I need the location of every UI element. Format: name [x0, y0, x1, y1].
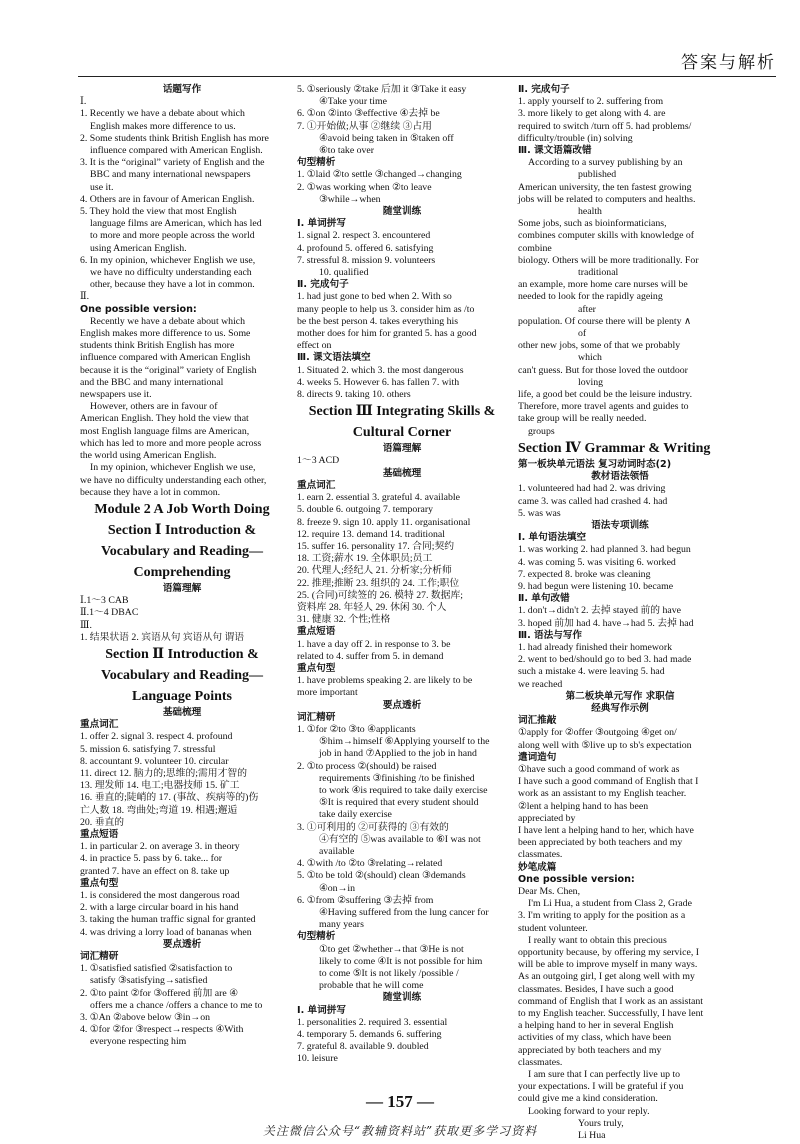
section-heading: Comprehending [133, 564, 231, 580]
text-line: 6. ①on ②into ③effective ④去掉 be [297, 108, 440, 120]
text-line: 1. offer 2. signal 3. respect 4. profound [80, 731, 233, 743]
text-line: we have no difficulty understanding each other, [80, 474, 267, 486]
text-line: Ⅲ. [80, 619, 92, 631]
text-line: 1. is considered the most dangerous road [80, 889, 240, 901]
item-label: Ⅰ. 单句语法填空 [518, 532, 587, 544]
text-line: 1. had just gone to bed when 2. With so [297, 291, 452, 303]
subsection-heading: 要点透析 [162, 938, 202, 950]
text-line: 5. double 6. outgoing 7. temporary [297, 504, 434, 516]
text-line: language films are American, which has led [90, 218, 262, 230]
correction-line: published [578, 169, 617, 181]
text-line: 1. have a day off 2. in response to 3. be [297, 638, 451, 650]
text-line: using American English. [90, 242, 187, 254]
text-line: I have lent a helping hand to her, which have [518, 824, 694, 836]
text-line: 4. temporary 5. demands 6. suffering [297, 1029, 442, 1041]
item-label: Ⅲ. 课文语篇改错 [518, 145, 592, 157]
page-header [0, 0, 800, 82]
text-line: 1. ①satisfied satisfied ②satisfaction to [80, 963, 233, 975]
text-line: related to 4. suffer from 5. in demand [297, 650, 444, 662]
subsection-heading: 随堂训练 [382, 992, 422, 1004]
text-line: 2. ①was working when ②to leave [297, 181, 432, 193]
text-line: newspapers use it. [80, 389, 152, 401]
item-label: 重点短语 [297, 626, 336, 638]
text-line: 3. I'm writing to apply for the position as a [518, 910, 686, 922]
text-line: take daily exercise [319, 809, 392, 821]
footer-note: 关注微信公众号“教辅资料站”获取更多学习资料 [262, 1124, 538, 1138]
section-heading: Section Ⅳ Grammar & Writing [518, 440, 711, 456]
text-line: combines computer skills with knowledge of [518, 230, 695, 242]
correction-line: which [578, 352, 602, 364]
item-label: Ⅲ. 课文语法填空 [297, 352, 371, 364]
text-line: available [319, 845, 355, 857]
section-heading: Module 2 A Job Worth Doing [94, 501, 270, 517]
item-label: Ⅰ. 单词拼写 [297, 1004, 346, 1016]
item-label: 第一板块单元语法 复习动词时态(2) [518, 458, 672, 470]
text-line: Ⅰ. [80, 96, 87, 108]
text-line: I have such a good command of English that I [518, 776, 699, 788]
text-line: 1. ①laid ②to settle ③changed→changing [297, 169, 462, 181]
text-line: 10. qualified [319, 267, 369, 279]
subsection-heading: 基础梳理 [382, 467, 422, 479]
text-line: 5. mission 6. satisfying 7. stressful [80, 743, 216, 755]
item-label: One possible version: [80, 303, 197, 315]
text-line: 1. Recently we have a debate about which [80, 108, 245, 120]
section-heading: Language Points [132, 688, 232, 704]
text-line: 20. 代理人;经纪人 21. 分析家;分析师 [297, 565, 452, 577]
text-line: 25. (合同)可续签的 26. 模特 27. 数据库; [297, 589, 463, 601]
text-line: many people to help us 3. consider him as /to [297, 303, 475, 315]
text-line: Looking forward to your reply. [528, 1105, 650, 1117]
text-line: jobs will be related to computers and healths. [518, 193, 696, 205]
text-line: an example, more home care nurses will be [518, 279, 688, 291]
text-line: ①to get ②whether→that ③He is not [319, 943, 464, 955]
text-line: 6. In my opinion, whichever English we use, [80, 254, 256, 266]
correction-line: Li Hua [578, 1130, 606, 1142]
text-line: everyone respecting him [90, 1036, 187, 1048]
subsection-heading: 教材语法领悟 [591, 471, 649, 483]
item-label: 遣词造句 [518, 751, 557, 763]
subsection-heading: 语法专项训练 [591, 519, 649, 531]
text-line: 8. freeze 9. sign 10. apply 11. organisational [297, 516, 471, 528]
text-line: difficulty/trouble (in) solving [518, 132, 633, 144]
text-line: 1. volunteered had had 2. was driving [518, 483, 666, 495]
text-line: 7. expected 8. broke was cleaning [518, 568, 651, 580]
item-label: Ⅱ. 完成句子 [518, 84, 570, 95]
subsection-heading: 语篇理解 [162, 582, 202, 594]
text-line: American English. They hold the view that [80, 413, 249, 425]
correction-line: Yours truly, [578, 1117, 624, 1129]
text-line: 4. weeks 5. However 6. has fallen 7. with [297, 376, 460, 388]
text-line: 8. accountant 9. volunteer 10. circular [80, 755, 229, 767]
text-line: 1. don't→didn't 2. 去掉 stayed 前的 have [518, 605, 681, 617]
text-line: 1. ①for ②to ③to ④applicants [297, 723, 416, 735]
correction-line: loving [578, 376, 604, 388]
item-label: 词汇精研 [80, 950, 119, 962]
text-line: ④Having suffered from the lung cancer for [319, 907, 489, 918]
item-label: 重点短语 [80, 828, 119, 840]
text-line: more important [297, 687, 358, 699]
text-line: 资料库 28. 年轻人 29. 休闲 30. 个人 [297, 601, 447, 613]
item-label: Ⅱ. 完成句子 [297, 279, 349, 291]
text-line: we have no difficulty understanding each [90, 267, 252, 279]
text-line: 31. 健康 32. 个性;性格 [297, 614, 391, 626]
text-line: 5. They hold the view that most English [80, 206, 237, 218]
text-line: came 3. was called had crashed 4. had [518, 495, 668, 507]
text-line: In my opinion, whichever English we use, [90, 462, 256, 474]
text-line: 3. more likely to get along with 4. are [518, 108, 666, 120]
text-line: appreciated by both teachers and my [518, 1044, 662, 1056]
item-label: 词汇推敲 [518, 715, 557, 727]
subsection-heading: 话题写作 [162, 84, 202, 95]
header-title: 答案与解析 [681, 53, 776, 73]
text-line: along well with ⑤live up to sb's expectation [518, 739, 692, 751]
text-line: other new jobs, some of that we probably [518, 340, 681, 352]
text-line: American university, the ten fastest growing [518, 181, 692, 193]
text-line: English makes more difference to us. Some [80, 328, 251, 340]
text-line: required to switch /turn off 5. had problems/ [518, 120, 692, 132]
text-line: and the BBC and many international [80, 376, 224, 388]
text-line: classmates. [518, 1056, 563, 1068]
text-line: your expectations. I will be grateful if you [518, 1081, 684, 1093]
text-line: ④有空的 ⑤was available to ⑥I was not [319, 833, 481, 845]
text-line: Recently we have a debate about which [90, 315, 246, 327]
text-line: influence compared with American English [80, 352, 251, 364]
text-line: a helping hand to her in several English [518, 1020, 674, 1032]
header-rule [78, 76, 776, 77]
text-line: 9. had begun were listening 10. became [518, 580, 674, 592]
subsection-heading: 经典写作示例 [591, 702, 649, 714]
text-line: Dear Ms. Chen, [518, 886, 581, 897]
text-line: Some jobs, such as bioinformaticians, [518, 218, 667, 230]
text-line: 3. ①可利用的 ②可获得的 ③有效的 [297, 821, 449, 833]
text-line: to more and more people across the world [90, 230, 255, 242]
text-line: Ⅱ. [80, 291, 90, 303]
text-line: we reached [518, 678, 563, 690]
text-line: 2. ①to paint ②for ③offered 前加 are ④ [80, 987, 238, 999]
text-line: 15. suffer 16. personality 17. 合同;契约 [297, 540, 455, 552]
text-line: I'm Li Hua, a student from Class 2, Grade [528, 898, 692, 910]
text-line: ①apply for ②offer ③outgoing ④get on/ [518, 727, 677, 739]
text-line: take group will be really needed. [518, 413, 647, 425]
text-line: needed to look for the rapidly ageing [518, 291, 663, 303]
subsection-heading: 随堂训练 [382, 206, 422, 218]
text-line: life, a good bet could be the leisure industry. [518, 389, 693, 401]
text-line: likely to come ④It is not possible for him [319, 955, 483, 967]
section-heading: Section Ⅲ Integrating Skills & [308, 404, 496, 420]
text-line: 16. 垂直的;陡峭的 17. (事故、疾病等的)伤 [80, 792, 259, 804]
text-line: I really want to obtain this precious [528, 934, 667, 946]
text-line: 2. went to bed/should go to bed 3. had made [518, 654, 692, 666]
text-line: 1. signal 2. respect 3. encountered [297, 230, 431, 242]
text-line: ⑤him→himself ⑥Applying yourself to the [319, 736, 490, 748]
text-line: classmates. Besides, I have such a good [518, 983, 674, 995]
text-line: can't guess. But for those loved the outdoor [518, 364, 688, 376]
subsection-heading: 第二板块单元写作 求职信 [565, 690, 675, 702]
text-line: 亡人数 18. 弯曲处;弯道 19. 相遇;邂逅 [80, 804, 238, 816]
text-line: requirements ③finishing /to be finished [319, 772, 475, 784]
section-heading: Vocabulary and Reading— [100, 543, 264, 559]
text-line: 1. was working 2. had planned 3. had begun [518, 544, 691, 556]
text-line: ②lent a helping hand to has been [518, 800, 649, 812]
text-line: 12. require 13. demand 14. traditional [297, 528, 446, 540]
text-line: 8. directs 9. taking 10. others [297, 389, 411, 401]
text-line: most English language films are American, [80, 425, 250, 437]
text-line: satisfy ③satisfying→satisfied [90, 975, 208, 987]
page-number: — 157 — [366, 1092, 434, 1111]
text-line: As an outgoing girl, I get along well with my [518, 971, 695, 983]
text-line: 5. ①to be told ②(should) clean ③demands [297, 870, 466, 882]
column-right [518, 84, 722, 1142]
text-line: ③while→when [319, 193, 381, 205]
text-line: 18. 工资;薪水 19. 全体职员;员工 [297, 553, 433, 565]
item-label: 妙笔成篇 [518, 861, 557, 873]
text-line: 1～3 ACD [297, 455, 340, 467]
text-line: I am sure that I can perfectly live up to [528, 1069, 681, 1081]
text-line: ④on→in [319, 882, 355, 894]
text-line: ④Take your time [319, 96, 387, 108]
text-line: English makes more difference to us. [90, 120, 236, 132]
text-line: biology. Others will be more traditionally. For [518, 254, 699, 266]
text-line: 4. profound 5. offered 6. satisfying [297, 242, 434, 254]
text-line: Ⅱ.1～4 DBAC [80, 607, 139, 619]
text-line: 1. apply yourself to 2. suffering from [518, 96, 664, 108]
text-line: classmates. [518, 849, 563, 861]
text-line: 1. 结果状语 2. 宾语从句 宾语从句 谓语 [80, 631, 245, 643]
text-line: work as an assistant to my English teacher. [518, 788, 687, 800]
text-line: other, because they have a lot in common. [90, 279, 255, 291]
correction-line: traditional [578, 267, 619, 279]
text-line: 1. have problems speaking 2. are likely to be [297, 675, 473, 687]
text-line: 10. leisure [297, 1053, 338, 1065]
text-line: ⑥to take over [319, 145, 375, 157]
text-line: 4. was driving a lorry load of bananas when [80, 926, 252, 938]
text-line: offers me a chance /offers a chance to me to [90, 999, 263, 1011]
text-line: job in hand ⑦Applied to the job in hand [319, 748, 477, 760]
text-line: many years [319, 919, 364, 931]
text-line: 7. stressful 8. mission 9. volunteers [297, 254, 436, 266]
text-line: such a mistake 4. were leaving 5. had [518, 666, 665, 678]
correction-line: of [578, 328, 587, 340]
text-line: which has led to more and more people across [80, 437, 262, 449]
text-line: to my English teacher. Successfully, I have lent [518, 1008, 704, 1020]
text-line: ④avoid being taken in ⑤taken off [319, 132, 454, 144]
text-line: student volunteer. [518, 922, 588, 934]
section-heading: Section Ⅰ Introduction & [107, 522, 257, 538]
section-heading: Vocabulary and Reading— [100, 667, 264, 683]
text-line: granted 7. have an effect on 8. take up [80, 865, 230, 877]
text-line: 3. hoped 前加 had 4. have→had 5. 去掉 had [518, 617, 694, 629]
item-label: 句型精析 [297, 931, 336, 943]
column-middle [297, 84, 507, 1065]
item-label: 重点词汇 [297, 479, 336, 491]
text-line: 2. ①to process ②(should) be raised [297, 760, 437, 772]
text-line: 22. 推理;推断 23. 组织的 24. 工作;职位 [297, 577, 460, 589]
correction-line: after [578, 303, 596, 315]
text-line: 4. ①with /to ②to ③relating→related [297, 858, 443, 870]
text-line: 4. Others are in favour of American English. [80, 193, 255, 205]
text-line: 11. direct 12. 脑力的;思维的;需用才智的 [80, 767, 247, 779]
column-left [80, 84, 284, 1048]
text-line: combine [518, 242, 552, 254]
text-line: command of English that I work as an assistant [518, 995, 704, 1007]
text-line: 2. with a large circular board in his hand [80, 902, 239, 914]
text-line: 3. It is the “original” variety of English and the [80, 157, 265, 169]
item-label: Ⅲ. 语法与写作 [518, 629, 583, 641]
subsection-heading: 语篇理解 [382, 443, 422, 455]
text-line: could give me a kind consideration. [518, 1093, 658, 1105]
text-line: Ⅰ.1～3 CAB [80, 595, 129, 607]
item-label: 重点词汇 [80, 719, 119, 731]
text-line: BBC and many international newspapers [90, 169, 251, 181]
text-line: effect on [297, 340, 332, 352]
text-line: be the best person 4. takes everything his [297, 315, 459, 327]
item-label: Ⅰ. 单词拼写 [297, 218, 346, 230]
text-line: groups [528, 425, 555, 437]
text-line: 1. Situated 2. which 3. the most dangerous [297, 364, 464, 376]
text-line: 13. 理发师 14. 电工;电器技师 15. 矿工 [80, 780, 240, 792]
text-line: 1. earn 2. essential 3. grateful 4. available [297, 492, 460, 504]
text-line: population. Of course there will be plenty ∧ [518, 315, 692, 327]
text-line: been appreciated by both teachers and my [518, 837, 683, 849]
text-line: 7. ①开始做;从事 ②继续 ③占用 [297, 120, 432, 132]
text-line: Therefore, more travel agents and guides to [518, 401, 689, 413]
item-label: One possible version: [518, 873, 635, 885]
item-label: Ⅱ. 单句改错 [518, 593, 570, 605]
text-line: probable that he will come [319, 980, 424, 992]
text-line: to come ⑤It is not likely /possible / [319, 968, 459, 980]
item-label: 重点句型 [297, 662, 336, 674]
item-label: 重点句型 [80, 877, 119, 889]
text-line: students think British English has more [80, 340, 235, 352]
text-line: because it is the “original” variety of English [80, 364, 257, 376]
text-line: 1. personalities 2. required 3. essential [297, 1016, 448, 1028]
subsection-heading: 基础梳理 [162, 706, 202, 718]
text-line: 5. was was [518, 507, 561, 519]
text-line: 20. 垂直的 [80, 816, 125, 828]
item-label: 词汇精研 [297, 711, 336, 723]
text-line: because they have a lot in common. [80, 486, 221, 498]
text-line: 1. had already finished their homework [518, 641, 672, 653]
text-line: 3. taking the human traffic signal for granted [80, 914, 256, 926]
section-heading: Section Ⅱ Introduction & [105, 646, 259, 662]
text-line: 4. was coming 5. was visiting 6. worked [518, 556, 676, 568]
text-line: ①have such a good command of work as [518, 763, 680, 775]
subsection-heading: 要点透析 [382, 699, 422, 711]
correction-line: health [578, 206, 602, 218]
text-line: appreciated by [518, 812, 576, 824]
text-line: 2. Some students think British English has more [80, 132, 269, 144]
text-line: 3. ①An ②above below ③in→on [80, 1012, 211, 1023]
text-line: opportunity because, by offering my service, I [518, 947, 700, 959]
text-line: will be able to improve myself in many ways. [518, 959, 698, 971]
text-line: According to a survey publishing by an [528, 157, 683, 169]
text-line: However, others are in favour of [90, 401, 218, 413]
text-line: 4. ①for ②for ③respect→respects ④With [80, 1024, 244, 1036]
section-heading: Cultural Corner [352, 425, 452, 441]
text-line: 4. in practice 5. pass by 6. take... for [80, 853, 223, 865]
text-line: activities of my class, which have been [518, 1032, 672, 1044]
text-line: 7. grateful 8. available 9. doubled [297, 1041, 429, 1053]
text-line: ⑤It is required that every student should [319, 797, 479, 809]
text-line: 5. ①seriously ②take 后加 it ③Take it easy [297, 84, 467, 95]
text-line: the world using American English. [80, 450, 217, 462]
item-label: 句型精析 [297, 157, 336, 169]
text-line: mother does for him for granted 5. has a good [297, 328, 477, 340]
text-line: influence compared with American English. [90, 145, 263, 157]
text-line: 1. in particular 2. on average 3. in theory [80, 841, 240, 853]
text-line: use it. [90, 181, 114, 193]
text-line: 6. ①from ②suffering ③去掉 from [297, 894, 434, 906]
text-line: to work ④is required to take daily exercise [319, 784, 488, 796]
